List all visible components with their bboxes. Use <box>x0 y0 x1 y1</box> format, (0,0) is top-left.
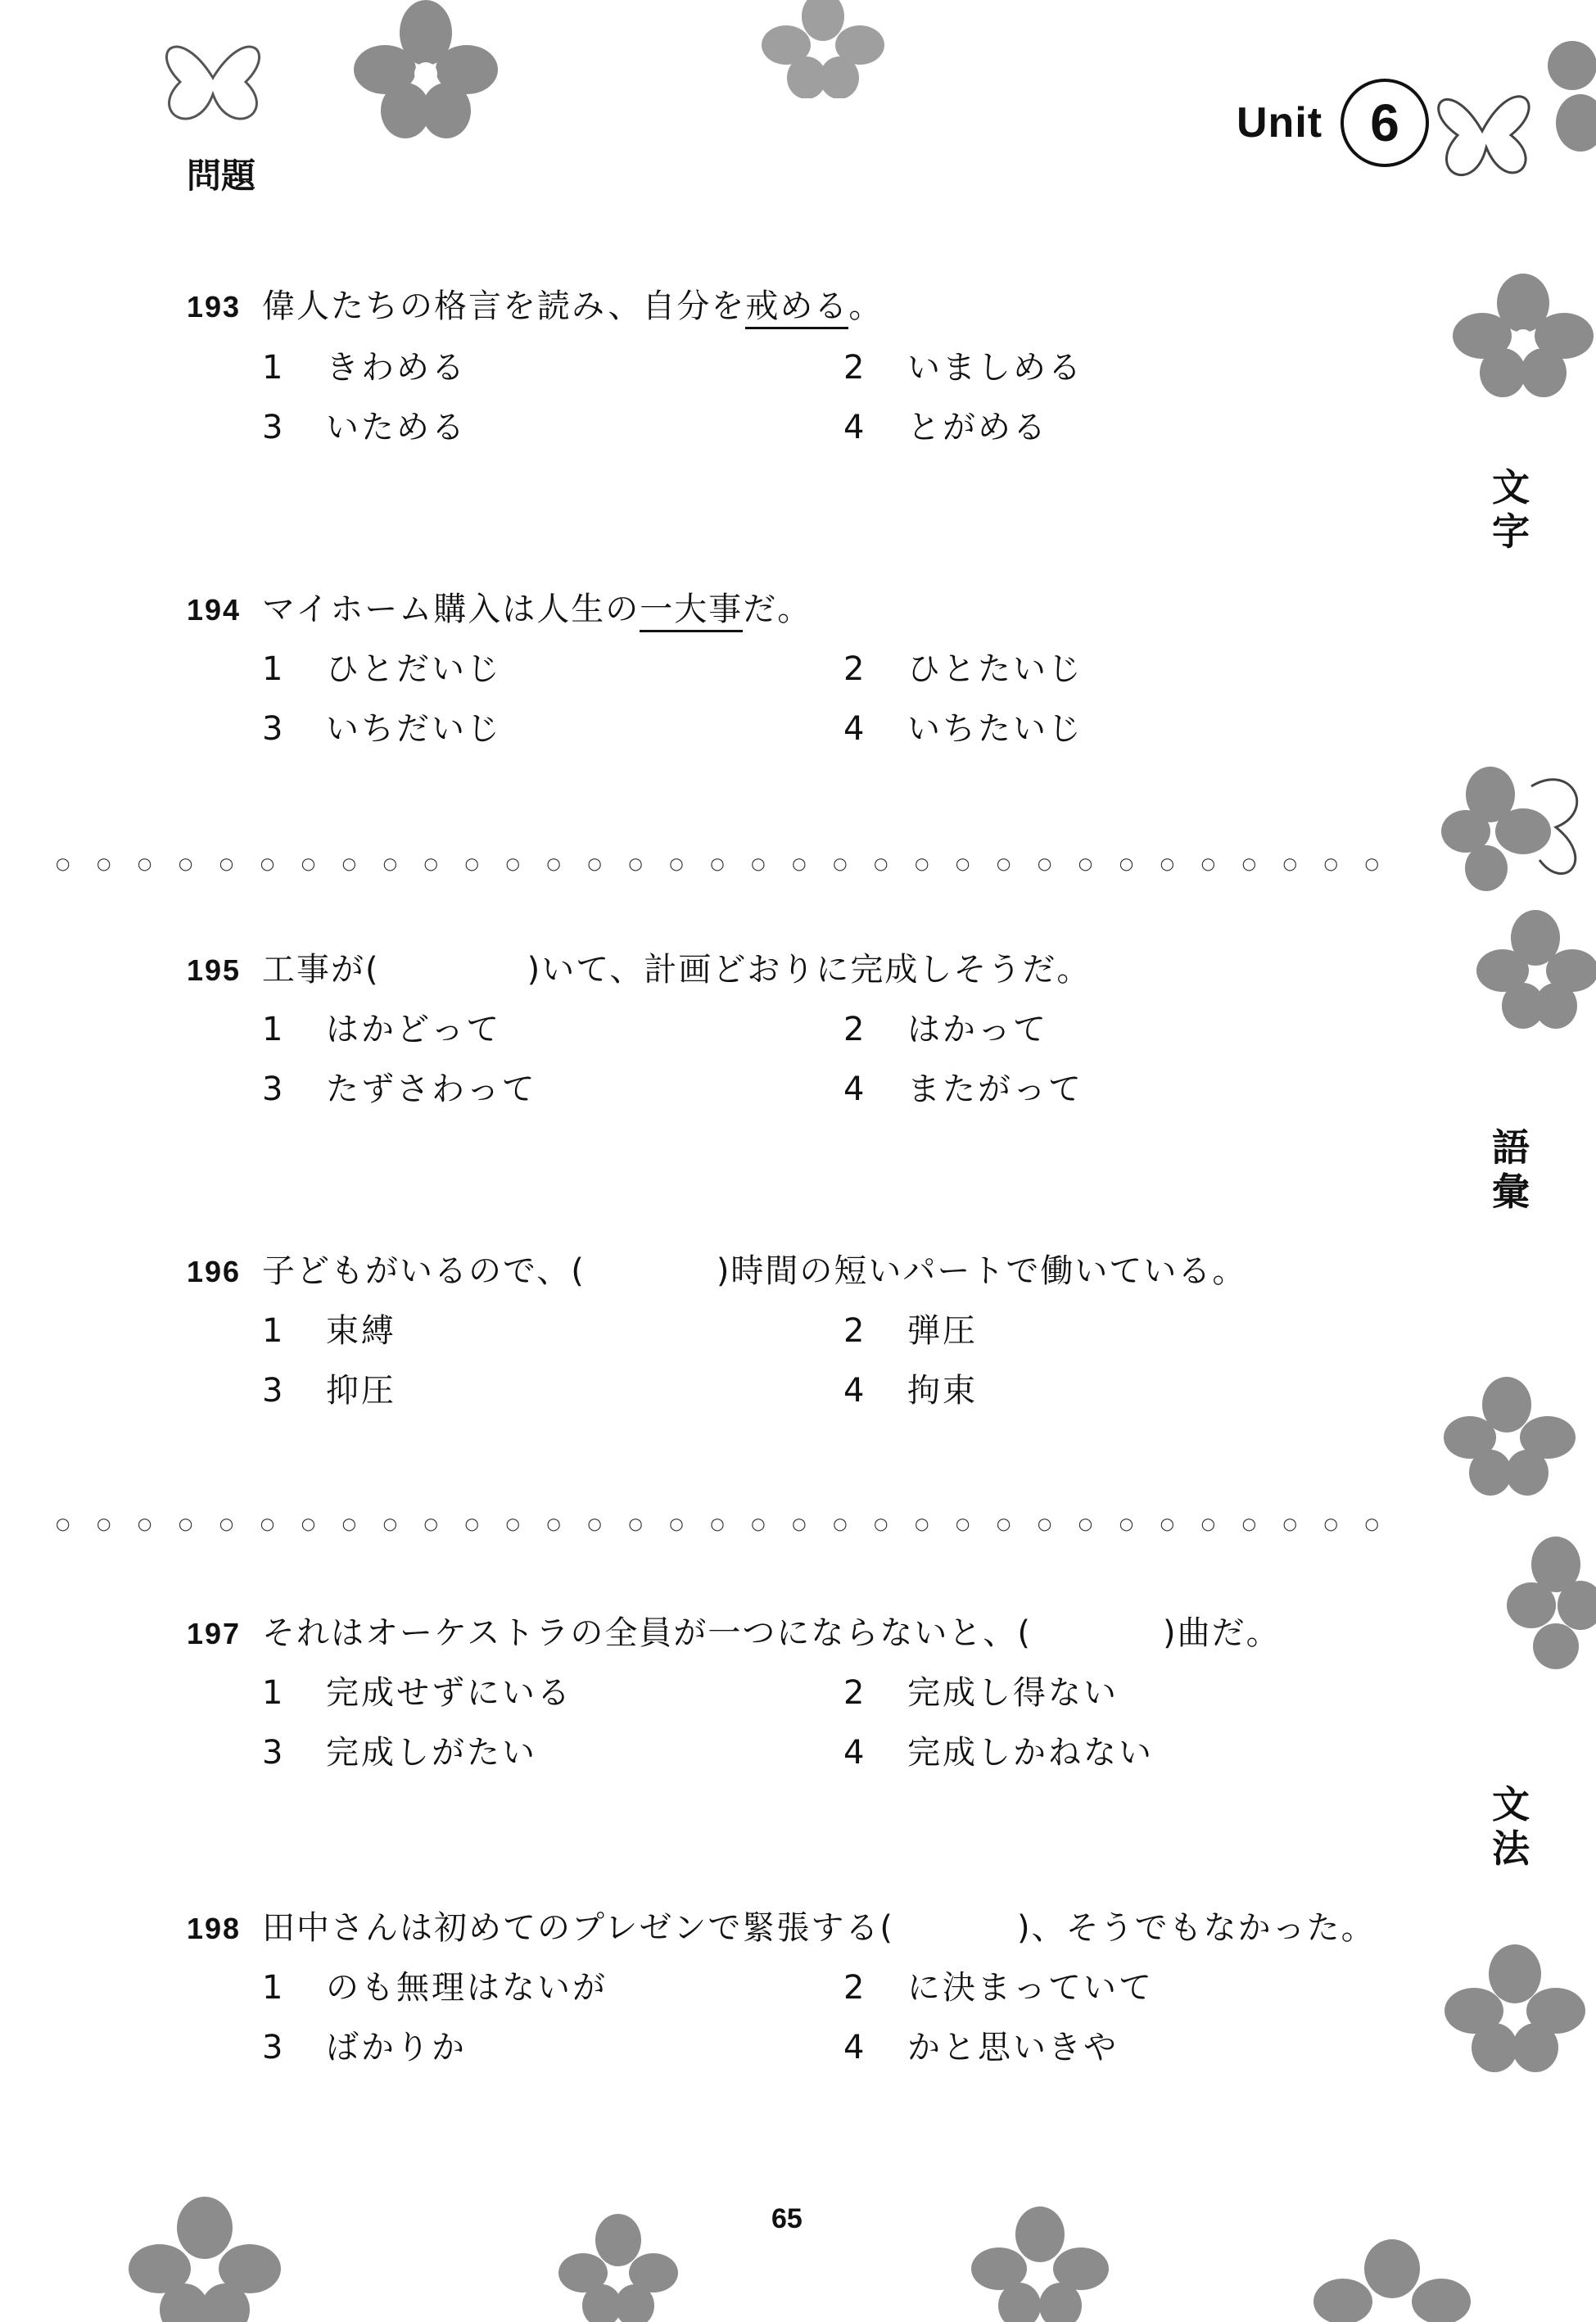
question-194 <box>187 583 812 630</box>
question-number: 198 <box>187 1912 242 1945</box>
question-suffix: )時間の短いパートで働いている。 <box>716 1252 1247 1290</box>
option-number: 2 <box>843 1011 867 1048</box>
option-number: 3 <box>262 710 286 748</box>
question-text <box>187 944 1091 990</box>
option-number: 4 <box>843 409 867 446</box>
option-number: 2 <box>843 1969 867 2007</box>
question-text <box>187 1902 1376 1949</box>
question-prefix: マイホーム購入は人生の <box>262 591 640 628</box>
option-number: 1 <box>262 650 286 688</box>
option-1[interactable] <box>262 342 467 388</box>
option-text: に決まっていて <box>907 1969 1154 2007</box>
question-prefix: 偉人たちの格言を読み、自分を <box>262 287 746 325</box>
option-number: 2 <box>843 1674 867 1712</box>
question-number: 193 <box>187 290 242 324</box>
option-4[interactable] <box>843 2021 1119 2068</box>
side-tab-moji: 文字 <box>1492 465 1530 554</box>
question-193 <box>187 280 883 327</box>
page-number: 65 <box>771 2203 803 2234</box>
option-text: 束縛 <box>326 1312 396 1350</box>
dotted-separator: ○○○○○○○○○○○○○○○○○○○○○○○○○○○○○○○○○ <box>56 1514 1406 1533</box>
option-2[interactable] <box>843 342 1083 388</box>
flower-decoration <box>1441 1376 1580 1499</box>
section-heading: 問題 <box>187 156 256 196</box>
question-text <box>187 280 883 327</box>
option-3[interactable] <box>262 1063 537 1110</box>
flower-decoration <box>1441 1941 1596 2080</box>
question-suffix: 。 <box>848 287 884 325</box>
question-suffix: だ。 <box>743 591 812 628</box>
option-number: 4 <box>843 710 867 748</box>
unit-number: 6 <box>1370 93 1399 152</box>
question-suffix: )曲だ。 <box>1163 1614 1281 1652</box>
option-number: 1 <box>262 1312 286 1350</box>
option-text: 完成せずにいる <box>326 1674 572 1712</box>
option-number: 1 <box>262 1969 286 2007</box>
question-prefix: 工事が( <box>262 951 380 989</box>
option-number: 1 <box>262 1011 286 1048</box>
unit-badge <box>1237 79 1429 167</box>
option-2[interactable] <box>843 1305 978 1351</box>
question-number: 196 <box>187 1255 242 1288</box>
underlined-word: 戒める <box>745 287 848 329</box>
option-number: 3 <box>262 2029 286 2066</box>
option-number: 3 <box>262 1734 286 1772</box>
option-number: 2 <box>843 1312 867 1350</box>
option-number: 4 <box>843 2029 867 2066</box>
flower-decoration <box>1441 762 1596 901</box>
option-text: きわめる <box>326 349 467 387</box>
dotted-separator: ○○○○○○○○○○○○○○○○○○○○○○○○○○○○○○○○○ <box>56 853 1406 873</box>
option-number: 2 <box>843 650 867 688</box>
option-text: いためる <box>326 409 467 446</box>
option-2[interactable] <box>843 1962 1154 2008</box>
flower-decoration <box>762 0 884 98</box>
option-text: 完成しかねない <box>907 1734 1154 1772</box>
question-number: 197 <box>187 1617 242 1650</box>
option-text: ひとたいじ <box>907 650 1083 688</box>
flower-decoration <box>1310 2236 1474 2322</box>
option-1[interactable] <box>262 1667 572 1713</box>
flower-decoration <box>966 2203 1114 2322</box>
option-text: 完成しがたい <box>326 1734 537 1772</box>
option-number: 3 <box>262 409 286 446</box>
option-text: 拘束 <box>907 1372 978 1410</box>
unit-number-circle <box>1341 79 1429 167</box>
question-prefix: 田中さんは初めてのプレゼンで緊張する( <box>262 1909 895 1947</box>
question-number: 195 <box>187 953 242 987</box>
option-2[interactable] <box>843 643 1083 690</box>
flower-decoration <box>1449 270 1596 401</box>
option-number: 2 <box>843 349 867 387</box>
option-3[interactable] <box>262 1365 396 1411</box>
option-4[interactable] <box>843 401 1048 448</box>
flower-outline-decoration <box>1408 57 1556 205</box>
option-text: 抑圧 <box>326 1372 396 1410</box>
option-text: いましめる <box>907 349 1083 387</box>
option-1[interactable] <box>262 1962 608 2008</box>
option-text: とがめる <box>907 409 1048 446</box>
option-text: いちたいじ <box>907 710 1083 748</box>
question-prefix: それはオーケストラの全員が一つにならないと、( <box>262 1614 1033 1652</box>
unit-label: Unit <box>1237 99 1323 147</box>
option-3[interactable] <box>262 401 467 448</box>
flower-decoration <box>1499 1532 1596 1671</box>
underlined-word: 一大事 <box>640 591 743 632</box>
option-text: ばかりか <box>326 2029 467 2066</box>
question-text <box>187 1245 1246 1292</box>
option-text: かと思いきや <box>907 2029 1119 2066</box>
question-suffix: )いて、計画どおりに完成しそうだ。 <box>527 951 1092 989</box>
option-number: 3 <box>262 1070 286 1108</box>
option-number: 1 <box>262 349 286 387</box>
question-prefix: 子どもがいるので、( <box>262 1252 586 1290</box>
question-197 <box>187 1607 1281 1654</box>
option-3[interactable] <box>262 703 502 749</box>
question-number: 194 <box>187 593 242 627</box>
option-4[interactable] <box>843 703 1083 749</box>
option-text: いちだいじ <box>326 710 502 748</box>
option-3[interactable] <box>262 1727 537 1773</box>
option-text: たずさわって <box>326 1070 537 1108</box>
option-number: 4 <box>843 1734 867 1772</box>
option-text: ひとだいじ <box>326 650 502 688</box>
option-text: はかどって <box>326 1011 502 1048</box>
question-196 <box>187 1245 1246 1292</box>
option-text: はかって <box>907 1011 1048 1048</box>
option-number: 4 <box>843 1372 867 1410</box>
option-text: のも無理はないが <box>326 1969 608 2007</box>
question-text <box>187 1607 1281 1654</box>
option-1[interactable] <box>262 1003 501 1050</box>
question-198 <box>187 1902 1376 1949</box>
flower-decoration <box>557 2211 680 2322</box>
option-4[interactable] <box>843 1727 1154 1773</box>
option-2[interactable] <box>843 1667 1119 1713</box>
option-number: 4 <box>843 1070 867 1108</box>
question-text <box>187 583 812 630</box>
flower-outline-decoration <box>131 16 295 139</box>
option-number: 1 <box>262 1674 286 1712</box>
side-tab-goi: 語彙 <box>1492 1125 1530 1214</box>
option-text: 弾圧 <box>907 1312 978 1350</box>
option-1[interactable] <box>262 1305 396 1351</box>
option-4[interactable] <box>843 1365 978 1411</box>
option-4[interactable] <box>843 1063 1083 1110</box>
side-tab-bunpou: 文法 <box>1492 1782 1530 1871</box>
option-1[interactable] <box>262 643 502 690</box>
flower-decoration <box>1474 909 1596 1032</box>
flower-decoration <box>123 2195 287 2322</box>
question-195 <box>187 944 1091 990</box>
option-3[interactable] <box>262 2021 467 2068</box>
option-number: 3 <box>262 1372 286 1410</box>
option-2[interactable] <box>843 1003 1048 1050</box>
option-text: 完成し得ない <box>907 1674 1119 1712</box>
question-suffix: )、そうでもなかった。 <box>1017 1909 1376 1947</box>
option-text: またがって <box>907 1070 1083 1108</box>
flower-decoration <box>352 0 500 139</box>
